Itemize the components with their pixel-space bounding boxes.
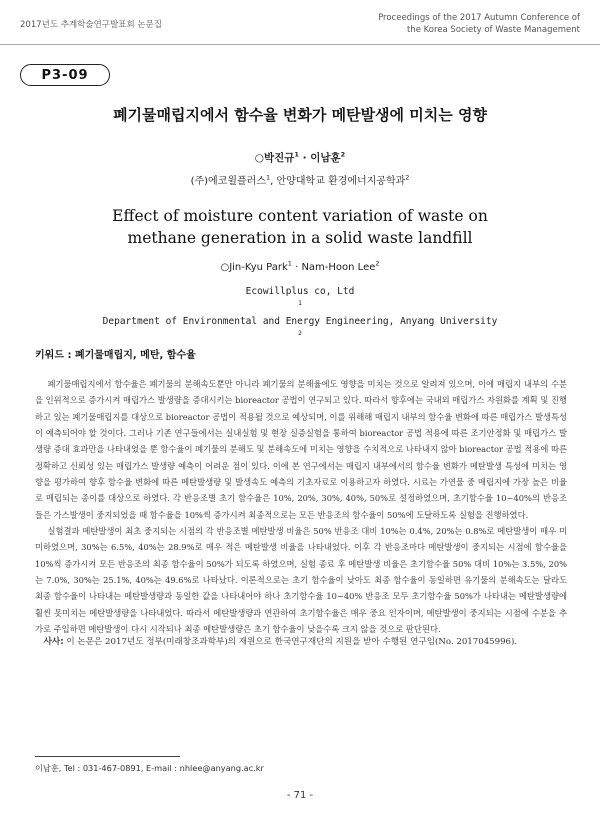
keywords: 키워드 : 폐기물매립지, 메탄, 함수율 <box>35 350 196 361</box>
english-author-1-sup: 1 <box>287 259 292 268</box>
korean-authors <box>0 150 600 165</box>
running-header-right <box>280 12 580 36</box>
english-author-1: Jin-Kyu Park <box>229 262 288 273</box>
korean-author-2: 이남훈 <box>310 152 341 164</box>
page-number: - 71 - <box>286 790 314 801</box>
korean-author-separator: · <box>298 152 311 164</box>
english-authors <box>0 259 600 273</box>
korean-affil-2: 안양대학교 환경에너지공학과 <box>276 176 406 187</box>
acknowledgement <box>35 634 567 650</box>
footnote-contact: 이남훈, Tel : 031-467-0891, E-mail : nhlee@anyang.ac.kr <box>35 763 264 773</box>
english-author-separator: · <box>291 262 302 273</box>
english-affil-1-sup: 1 <box>298 298 302 307</box>
english-affil-2: Department of Environmental and Energy Engineering, Anyang University <box>102 316 498 327</box>
english-title-line1: Effect of moisture content variation of waste on <box>112 207 488 225</box>
korean-affil-2-sup: 2 <box>405 173 410 182</box>
english-title-line2: methane generation in a solid waste landfill <box>127 229 473 247</box>
korean-title: 폐기물매립지에서 함수율 변화가 메탄발생에 미치는 영향 <box>113 106 487 124</box>
korean-affil-separator: , <box>270 176 277 187</box>
english-corresponding-mark: ○ <box>220 262 230 273</box>
acknowledgement-text: 이 논문은 2017년도 정부(미래창조과학부)의 재원으로 한국연구재단의 지원을 받아 수행된 연구임(No. 2017045996). <box>63 637 518 647</box>
korean-affil-1: (주)에코윌플러스 <box>190 176 267 187</box>
abstract-body <box>35 376 567 638</box>
korean-author-1-sup: 1 <box>294 150 299 159</box>
body-paragraph-1: 폐기물매립지에서 함수율은 폐기물의 분해속도뿐만 아니라 폐기물의 분해율에도 영향을 미치는 것으로 알려져 있으며, 이에 매립지 내부의 수분을 인위적으로 증가시켜 매립가스 발생량을 증대시키는 bioreactor 공법이 연구되고 있다. 따라서 향후에는 국내외 매립가스 자원화를 계획 및 진행하고 있는 폐기물매립지를 대상으로 bioreactor 공법이 적용될 것으로 예상되며, 이를 위해해 매립지 내부의 함수율 변화에 따른 매립가스 발생특성이 예측되어야 할 것이다. 그러나 기존 연구들에서는 실내실험 및 현장 실증실험을 통하여 bioreactor 공법 적용에 따른 조기안정화 및 매립가스 발생량 증대 효과만을 나타내었을 뿐 함수율이 폐기물의 분해도 및 분해속도에 미치는 영향을 수치적으로 나타내지 않아 bioreactor 공법 적용에 따른 정확하고 신뢰성 있는 매립가스 발생량 예측이 어려운 점이 있다. 이에 본 연구에서는 매립지 내부에서의 함수율 변화가 메탄발생 특성에 미치는 영향을 평가하여 향후 함수율 변화에 따른 메탄발생량 및 발생속도 예측의 기초자료로 이용하고자 하였다. 시료는 가연물 중 매립지에 가장 높은 비율로 매립되는 종이를 대상으로 하였다. 각 반응조별 초기 함수율은 10%, 20%, 30%, 40%, 50%로 설정하였으며, 초기함수율 10~40%의 반응조들은 가스발생이 중지되었을 때 함수율을 10%씩 증가시켜 최종적으로는 모든 반응조의 함수율이 50%에 도달하도록 실험을 진행하였다. <box>35 379 568 520</box>
english-affiliations <box>0 284 600 344</box>
english-affil-1-line <box>0 284 600 314</box>
korean-author-2-sup: 2 <box>340 150 346 159</box>
paper-code-badge: P3-09 <box>20 64 110 86</box>
english-author-2-sup: 2 <box>375 259 380 268</box>
korean-affiliations <box>0 172 600 187</box>
corresponding-mark: ○ <box>254 152 264 164</box>
korean-affil-1-sup: 1 <box>266 173 271 182</box>
running-header-right-line1: Proceedings of the 2017 Autumn Conference of <box>378 13 580 23</box>
english-affil-1: Ecowillplus co, Ltd <box>245 286 355 297</box>
header-divider <box>0 44 600 45</box>
korean-author-1: 박진규 <box>263 152 295 164</box>
footnote-divider <box>35 756 180 757</box>
body-paragraph-2: 실험결과 메탄발생이 최초 중지되는 시점의 각 반응조별 메탄발생 비율은 50% 반응조 대비 10%는 0.4%, 20%는 0.8%로 메탄발생이 매우 미미하였으며, 30%는 6.5%, 40%는 28.9%로 매우 적은 메탄발생 비율을 나타내었다. 이후 각 반응조마다 메탄발생이 중지되는 시점에 함수율을 10%씩 증가시켜 모든 반응조의 최종 함수율이 50%가 되도록 하였으며, 실험 종료 후 메탄발생 비율은 초기함수율 50% 대비 10%는 3.5%, 20%는 7.0%, 30%는 25.1%, 40%는 49.6%로 나타났다. 이론적으로는 초기 함수율이 낮아도 최종 함수율이 동일하면 유기물의 분해속도는 달라도 최종 함수율이 나타내는 메탄발생량과 동일한 값을 나타내어야 하나 초기함수율 10~40% 반응조 모두 초기함수율 50%가 나타내는 메탄발생량에 훨씬 못미치는 메탄발생량을 나타내었다. 따라서 메탄발생량과 연관하여 초기함수율은 매우 중요 인자이며, 메탄발생이 중지되는 시점에 수분을 추가로 주입하면 메탄발생이 다시 시작되나 최종 메탄발생량은 초기 함수율이 낮을수록 크지 않을 것으로 판단된다. <box>35 526 567 635</box>
english-title <box>0 205 600 249</box>
running-header-right-line2: the Korea Society of Waste Management <box>406 25 580 35</box>
english-author-2: Nam-Hoon Lee <box>301 262 376 273</box>
english-affil-2-line <box>0 314 600 344</box>
running-header-left: 2017년도 추계학술연구발표회 논문집 <box>20 20 162 30</box>
acknowledgement-label: 사사: <box>43 637 64 647</box>
english-affil-2-sup: 2 <box>298 328 302 337</box>
acknowledgement-paragraph <box>35 634 567 650</box>
